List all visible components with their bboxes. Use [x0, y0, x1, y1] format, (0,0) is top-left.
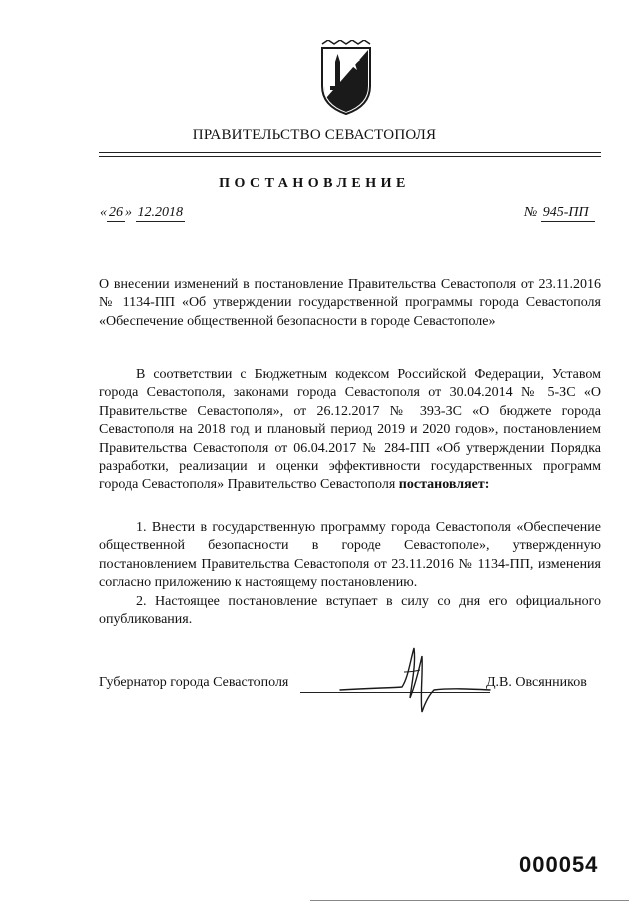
coat-of-arms-emblem [318, 40, 374, 116]
document-number [524, 205, 595, 222]
date-open-quote: « [100, 205, 107, 220]
signatory-name: Д.В. Овсянников [486, 675, 587, 690]
date-month-year: 12.2018 [137, 205, 183, 220]
resolution-item-2: 2. Настоящее постановление вступает в силу со дня его официального опубликования. [99, 594, 601, 628]
date-close-quote: » [125, 205, 132, 220]
resolves-word: постановляет [398, 477, 485, 493]
subject-paragraph: О внесении изменений в постановление Правительства Севастополя от 23.11.2016 № 1134-ПП «Об утверждении государственной программы города Севастополя «Обеспечение общественной безопасности в городе Севастополе» [99, 277, 601, 329]
header-divider [99, 152, 601, 153]
date-day: 26 [109, 205, 123, 220]
basis-text: В соответствии с Бюджетным кодексом Российской Федерации, Уставом города Севастополя, законами города Севастополя от 30.04.2014 № 5-ЗС «О Правительстве Севастополя», от 26.12.2017 № 393-ЗС «О бюджете города Севастополя на 2018 год и плановый период 2019 и 2020 годов», постановлением Правительства Севастополя от 06.04.2017 № 284-ПП «Об утверждении Порядка разработки, реализации и оценки эффективности государственных программ города Севастополя» Правительство Севастополя [99, 367, 601, 493]
resolution-item-1: 1. Внести в государственную программу города Севастополя «Обеспечение общественной безопасности в городе Севастополе», утвержденную постановлением Правительства Севастополя от 23.11.2016 № 1134-ПП, изменения согласно приложению к настоящему постановлению. [99, 520, 601, 591]
basis-paragraph [99, 366, 601, 495]
header-divider-thin [99, 156, 601, 157]
document-type-heading: ПОСТАНОВЛЕНИЕ [219, 176, 410, 191]
document-date [100, 205, 185, 222]
signatory-position: Губернатор города Севастополя [99, 675, 289, 690]
government-title: ПРАВИТЕЛЬСТВО СЕВАСТОПОЛЯ [192, 127, 437, 143]
page-serial-number: 000054 [519, 852, 599, 877]
bottom-edge-line [310, 900, 629, 901]
handwritten-signature [330, 638, 510, 718]
number-value: 945-ПП [541, 205, 595, 222]
resolves-colon: : [484, 477, 490, 493]
number-sign: № [524, 205, 538, 220]
